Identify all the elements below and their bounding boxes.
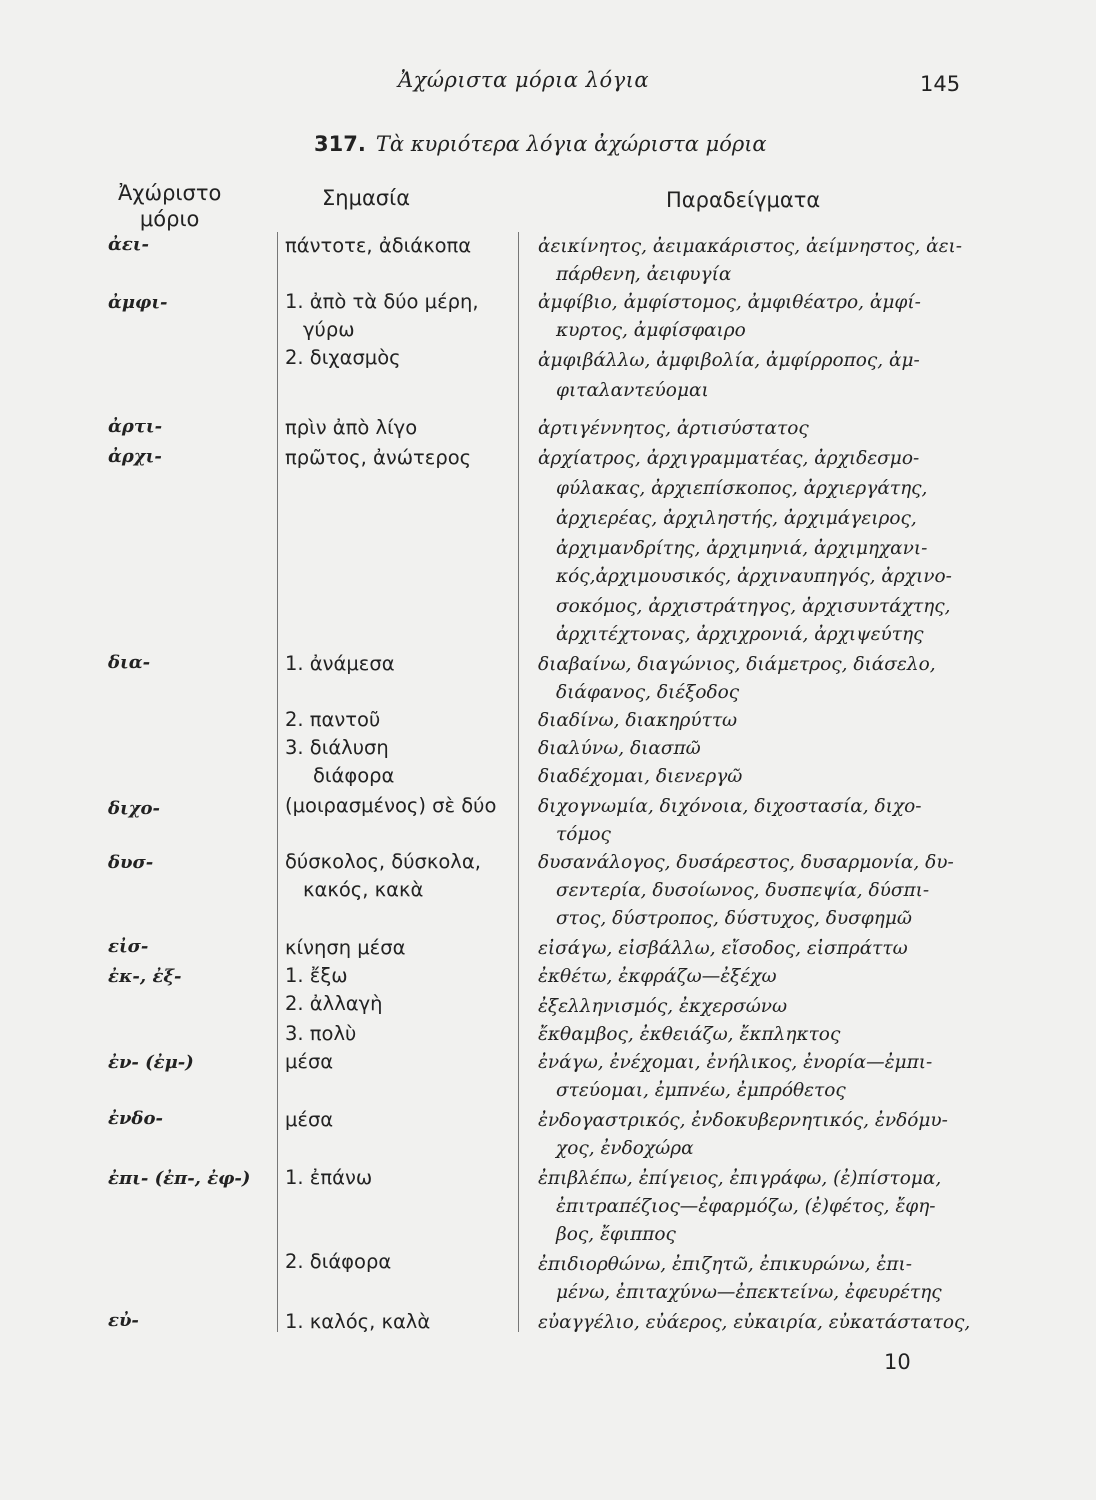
prefix-cell: ἀει- (108, 234, 149, 255)
meaning-line: κακός, κακὰ (303, 878, 424, 901)
example-line: χος, ἐνδοχώρα (556, 1138, 694, 1159)
col-header-prefix-line1: Ἀχώριστο (118, 181, 222, 205)
prefix-cell: ἀμφι- (108, 292, 168, 313)
meaning-line: κίνηση μέσα (285, 936, 406, 959)
prefix-cell: ἐν- (ἐμ-) (108, 1052, 194, 1073)
col-header-examples: Παραδείγματα (666, 188, 821, 212)
example-line: σοκόμος, ἀρχιστράτηγος, ἀρχισυντάχτης, (556, 596, 951, 617)
meaning-line: 2. ἀλλαγὴ (285, 992, 383, 1015)
meaning-line: διάφορα (313, 764, 395, 787)
prefix-cell: δυσ- (108, 852, 154, 873)
meaning-line: μέσα (285, 1050, 334, 1073)
meaning-line: δύσκολος, δύσκολα, (285, 850, 481, 873)
example-line: κός,ἀρχιμουσικός, ἀρχιναυπηγός, ἀρχινο- (556, 566, 952, 587)
prefix-cell: διχο- (108, 798, 161, 819)
meaning-line: γύρω (303, 318, 355, 341)
example-line: ἐξελληνισμός, ἐκχερσώνω (538, 996, 788, 1017)
example-line: διαδέχομαι, διενεργῶ (538, 766, 743, 787)
meaning-line: 1. ἐπάνω (285, 1166, 373, 1189)
example-line: ἐπιδιορθώνω, ἐπιζητῶ, ἐπικυρώνω, ἐπι- (538, 1254, 912, 1275)
col-header-prefix (118, 180, 221, 232)
section-title (314, 132, 767, 156)
example-line: ἀρτιγέννητος, ἀρτισύστατος (538, 418, 809, 439)
prefix-cell: ἐκ-, ἐξ- (108, 966, 182, 987)
meaning-line: 3. διάλυση (285, 736, 389, 759)
example-line: εὐαγγέλιο, εὐάερος, εὐκαιρία, εὐκατάστατος, (538, 1312, 971, 1333)
example-line: διαδίνω, διακηρύττω (538, 710, 738, 731)
section-number: 317. (314, 132, 366, 156)
example-line: βος, ἔφιππος (556, 1224, 676, 1245)
column-divider-left (277, 232, 278, 1332)
example-line: ἐπιτραπέζιος—ἐφαρμόζω, (ἐ)φέτος, ἔφη- (556, 1196, 936, 1217)
example-line: φιταλαντεύομαι (556, 380, 709, 401)
prefix-cell: δια- (108, 652, 151, 673)
example-line: ἐπιβλέπω, ἐπίγειος, ἐπιγράφω, (ἐ)πίστομα, (538, 1168, 942, 1189)
example-line: στος, δύστροπος, δύστυχος, δυσφημῶ (556, 908, 912, 929)
example-line: ἀρχιτέχτονας, ἀρχιχρονιά, ἀρχιψεύτης (556, 624, 924, 645)
example-line: μένω, ἐπιταχύνω—ἐπεκτείνω, ἐφευρέτης (556, 1282, 942, 1303)
example-line: διαβαίνω, διαγώνιος, διάμετρος, διάσελο, (538, 654, 936, 675)
example-line: ἀρχιμανδρίτης, ἀρχιμηνιά, ἀρχιμηχανι- (556, 538, 928, 559)
meaning-line: 2. παντοῦ (285, 708, 381, 731)
prefix-cell: εἰσ- (108, 936, 149, 957)
prefix-cell: ἀρχι- (108, 446, 162, 467)
running-head: Ἀχώριστα μόρια λόγια (398, 68, 650, 92)
example-line: δυσανάλογος, δυσάρεστος, δυσαρμονία, δυ- (538, 852, 954, 873)
meaning-line: μέσα (285, 1108, 334, 1131)
example-line: ἐκθέτω, ἐκφράζω—ἐξέχω (538, 966, 777, 987)
meaning-line: πρὶν ἀπὸ λίγο (285, 416, 418, 439)
meaning-line: 3. πολὺ (285, 1022, 357, 1045)
example-line: τόμος (556, 824, 611, 845)
example-line: διαλύνω, διασπῶ (538, 738, 701, 759)
meaning-line: 1. ἀπὸ τὰ δύο μέρη, (285, 290, 479, 313)
example-line: ἔκθαμβος, ἐκθειάζω, ἔκπληκτος (538, 1024, 841, 1045)
example-line: ἀρχίατρος, ἀρχιγραμματέας, ἀρχιδεσμο- (538, 448, 920, 469)
example-line: ἐνάγω, ἐνέχομαι, ἐνήλικος, ἐνορία—ἐμπι- (538, 1052, 933, 1073)
meaning-line: 1. καλός, καλὰ (285, 1310, 431, 1333)
prefix-cell: ἐπι- (ἐπ-, ἐφ-) (108, 1168, 251, 1189)
meaning-line: πρῶτος, ἀνώτερος (285, 446, 472, 469)
meaning-line: 1. ἔξω (285, 964, 348, 987)
meaning-line: 2. διχασμὸς (285, 346, 401, 369)
signature-mark: 10 (884, 1350, 911, 1374)
example-line: φύλακας, ἀρχιεπίσκοπος, ἀρχιεργάτης, (556, 478, 928, 499)
col-header-meaning: Σημασία (322, 186, 411, 210)
example-line: σεντερία, δυσοίωνος, δυσπεψία, δύσπι- (556, 880, 930, 901)
example-line: πάρθενη, ἀειφυγία (556, 264, 732, 285)
col-header-prefix-line2: μόριο (139, 207, 200, 231)
example-line: ἀμφίβιο, ἀμφίστομος, ἀμφιθέατρο, ἀμφί- (538, 292, 921, 313)
meaning-line: (μοιρασμένος) σὲ δύο (285, 794, 497, 817)
meaning-line: 2. διάφορα (285, 1250, 392, 1273)
section-title-text: Τὰ κυριότερα λόγια ἀχώριστα μόρια (375, 132, 767, 156)
example-line: στεύομαι, ἐμπνέω, ἐμπρόθετος (556, 1080, 846, 1101)
meaning-line: 1. ἀνάμεσα (285, 652, 395, 675)
prefix-cell: ἐνδο- (108, 1108, 163, 1129)
column-divider-right (518, 232, 519, 1332)
example-line: ἀρχιερέας, ἀρχιληστής, ἀρχιμάγειρος, (556, 508, 917, 529)
page-number: 145 (920, 72, 961, 96)
meaning-line: πάντοτε, ἀδιάκοπα (285, 234, 472, 257)
prefix-cell: εὐ- (108, 1310, 139, 1331)
example-line: διχογνωμία, διχόνοια, διχοστασία, διχο- (538, 796, 922, 817)
example-line: κυρτος, ἀμφίσφαιρο (556, 320, 746, 341)
example-line: εἰσάγω, εἰσβάλλω, εἴσοδος, εἰσπράττω (538, 938, 908, 959)
example-line: διάφανος, διέξοδος (556, 682, 740, 703)
example-line: ἀεικίνητος, ἀειμακάριστος, ἀείμνηστος, ἀει- (538, 236, 963, 257)
example-line: ἐνδογαστρικός, ἐνδοκυβερνητικός, ἐνδόμυ- (538, 1110, 948, 1131)
prefix-cell: ἀρτι- (108, 416, 163, 437)
example-line: ἀμφιβάλλω, ἀμφιβολία, ἀμφίρροπος, ἀμ- (538, 350, 920, 371)
